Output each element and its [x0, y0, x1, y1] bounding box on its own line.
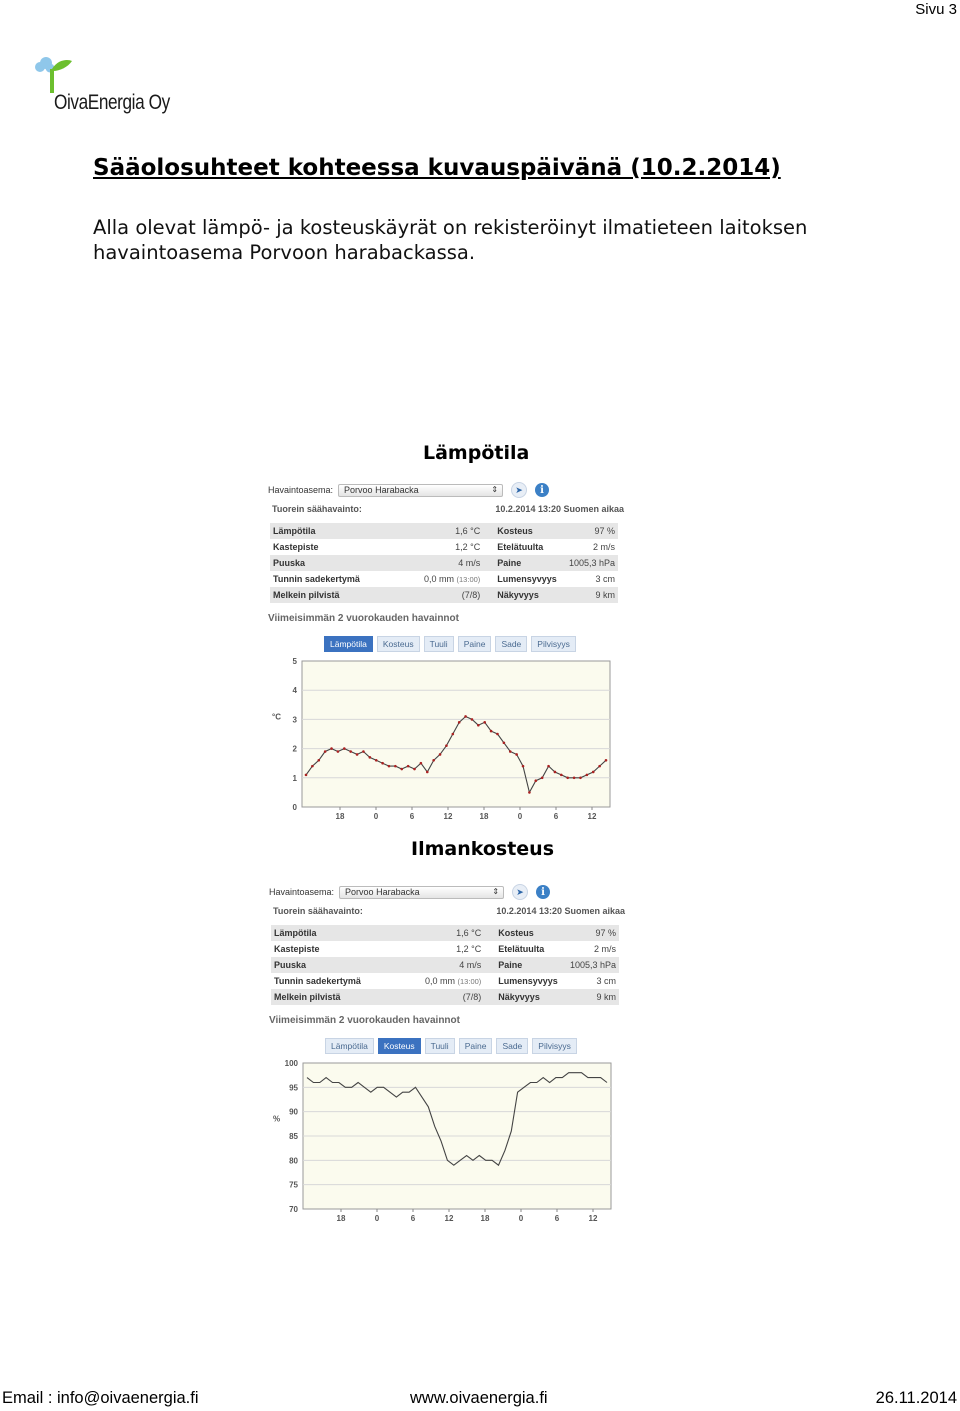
row-label-text: Kosteus: [498, 928, 534, 938]
row-label: [270, 555, 367, 571]
data-point: [413, 768, 416, 771]
row-label: [484, 925, 564, 941]
row-value-text: 0,0 mm: [423, 574, 454, 584]
select-arrows-icon: ⇕: [491, 484, 499, 494]
row-value-text: 9 km: [595, 590, 615, 600]
data-point: [324, 750, 327, 753]
row-label-text: Lumensyvyys: [498, 976, 558, 986]
row-label: [483, 539, 563, 555]
data-point: [420, 762, 423, 765]
temperature-caption: Lämpötila: [423, 442, 530, 464]
x-tick-label: 0: [373, 812, 379, 821]
data-point: [426, 771, 429, 774]
data-point: [598, 765, 601, 768]
data-point: [464, 715, 467, 718]
row-label: [483, 523, 563, 539]
row-value: [563, 539, 618, 555]
data-point: [566, 777, 569, 780]
latest-observation-header: [272, 504, 628, 518]
data-point: [592, 771, 595, 774]
page-number: Sivu 3: [915, 1, 957, 18]
row-value: [564, 957, 619, 973]
data-point: [349, 750, 352, 753]
tab-2[interactable]: Tuuli: [425, 1038, 455, 1054]
row-value-text: 9 km: [596, 992, 616, 1002]
row-value-text: 2 m/s: [592, 542, 615, 552]
data-point: [439, 753, 442, 756]
row-value: [563, 555, 618, 571]
tab-4[interactable]: Sade: [496, 1038, 528, 1054]
data-point: [605, 759, 608, 762]
y-tick-label: 5: [292, 657, 297, 666]
logo-text: OivaEnergia Oy: [54, 91, 170, 114]
y-tick-label: 0: [292, 803, 297, 812]
select-arrows-icon: ⇕: [492, 886, 500, 896]
station-selector-row: [269, 883, 550, 901]
row-label-text: Kosteus: [497, 526, 533, 536]
row-label-text: Näkyvyys: [497, 590, 539, 600]
station-select-value: Porvoo Harabacka: [344, 485, 419, 495]
latest-label: Tuorein säähavainto:: [272, 504, 362, 514]
data-point: [432, 759, 435, 762]
row-value-text: 3 cm: [596, 976, 616, 986]
observation-table: [270, 523, 618, 603]
row-value-text: 1,6 °C: [455, 526, 481, 536]
company-logo: [32, 55, 192, 125]
tab-1[interactable]: Kosteus: [377, 636, 420, 652]
y-tick-label: 95: [289, 1083, 298, 1093]
station-label: Havaintoasema:: [269, 887, 335, 897]
x-tick-label: 0: [374, 1214, 380, 1223]
row-label: [271, 989, 368, 1005]
y-tick-label: 75: [289, 1180, 298, 1190]
data-point: [330, 747, 333, 750]
station-selector-row: [268, 481, 549, 499]
period-label: Viimeisimmän 2 vuorokauden havainnot: [269, 1015, 460, 1026]
tab-5[interactable]: Pilvisyys: [531, 636, 576, 652]
row-label: [484, 941, 564, 957]
data-point: [317, 759, 320, 762]
table-row: [270, 539, 618, 555]
row-note: (13:00): [456, 575, 481, 584]
data-point: [305, 774, 308, 777]
row-label-text: Tunnin sadekertymä: [274, 976, 361, 986]
latest-time: 10.2.2014 13:20 Suomen aikaa: [496, 906, 625, 916]
latest-label: Tuorein säähavainto:: [273, 906, 363, 916]
x-tick-label: 0: [518, 1214, 524, 1223]
data-point: [503, 741, 506, 744]
table-row: [271, 989, 619, 1005]
y-tick-label: 70: [289, 1205, 298, 1214]
data-point: [490, 730, 493, 733]
row-value: [564, 989, 619, 1005]
x-tick-label: 6: [554, 1214, 560, 1223]
data-point: [515, 753, 518, 756]
x-tick-label: 12: [444, 1214, 454, 1223]
humidity-widget: [269, 883, 629, 1228]
tab-5[interactable]: Pilvisyys: [532, 1038, 577, 1054]
row-label: [483, 555, 563, 571]
table-row: [271, 941, 619, 957]
y-tick-label: 3: [292, 715, 297, 725]
data-point: [388, 765, 391, 768]
data-point: [579, 777, 582, 780]
tab-3[interactable]: Paine: [458, 636, 492, 652]
row-label: [270, 523, 367, 539]
row-label-text: Melkein pilvistä: [274, 992, 341, 1002]
table-row: [270, 587, 618, 603]
row-label-text: Lämpötila: [274, 928, 317, 938]
data-point: [528, 791, 531, 794]
data-point: [311, 765, 314, 768]
x-tick-label: 6: [553, 812, 559, 821]
y-tick-label: 100: [284, 1059, 298, 1068]
tab-1[interactable]: Kosteus: [378, 1038, 421, 1054]
row-value: [368, 941, 484, 957]
row-label-text: Tunnin sadekertymä: [273, 574, 360, 584]
data-point: [445, 744, 448, 747]
data-point: [483, 721, 486, 724]
row-label: [271, 973, 368, 989]
x-tick-label: 18: [479, 812, 489, 821]
row-value-text: 1005,3 hPa: [569, 960, 616, 970]
row-label-text: Puuska: [274, 960, 307, 970]
row-label: [270, 539, 367, 555]
row-value: [563, 587, 618, 603]
footer-website[interactable]: www.oivaenergia.fi: [410, 1389, 548, 1407]
tab-0[interactable]: Lämpötila: [324, 636, 373, 652]
y-tick-label: 4: [292, 686, 297, 696]
data-point: [522, 765, 525, 768]
info-icon[interactable]: i: [535, 483, 549, 497]
row-value-text: 1,2 °C: [456, 944, 482, 954]
chart-tabs: [325, 1038, 577, 1054]
station-select[interactable]: [339, 886, 504, 899]
data-point: [458, 721, 461, 724]
row-label: [483, 571, 563, 587]
data-point: [534, 779, 537, 782]
humidity-chart: [269, 1055, 629, 1228]
row-label-text: Lämpötila: [273, 526, 316, 536]
row-value-text: 1005,3 hPa: [568, 558, 615, 568]
table-row: [271, 973, 619, 989]
row-label: [484, 957, 564, 973]
data-point: [477, 724, 480, 727]
data-point: [586, 774, 589, 777]
page-heading: Sääolosuhteet kohteessa kuvauspäivänä (10.2.2014): [93, 155, 781, 181]
y-tick-label: 85: [289, 1132, 298, 1141]
row-label-text: Näkyvyys: [498, 992, 540, 1002]
data-point: [509, 750, 512, 753]
data-point: [375, 759, 378, 762]
x-tick-label: 12: [587, 812, 597, 821]
row-value-text: (7/8): [461, 590, 481, 600]
data-point: [407, 765, 410, 768]
table-row: [270, 571, 618, 587]
row-value: [367, 571, 483, 587]
tab-0[interactable]: Lämpötila: [325, 1038, 374, 1054]
row-label-text: Kastepiste: [274, 944, 320, 954]
plot-area: [302, 661, 610, 807]
intro-paragraph: Alla olevat lämpö- ja kosteuskäyrät on rekisteröinyt ilmatieteen laitoksen havaintoasema Porvoon harabackassa.: [93, 216, 808, 264]
row-value: [563, 523, 618, 539]
row-value: [368, 973, 484, 989]
observation-table: [271, 925, 619, 1005]
footer-email: Email : info@oivaenergia.fi: [2, 1389, 199, 1407]
tab-4[interactable]: Sade: [495, 636, 527, 652]
row-label: [484, 989, 564, 1005]
humidity-caption: Ilmankosteus: [411, 838, 555, 860]
tab-3[interactable]: Paine: [459, 1038, 493, 1054]
station-select-value: Porvoo Harabacka: [345, 887, 420, 897]
table-row: [271, 925, 619, 941]
data-point: [547, 765, 550, 768]
row-value: [563, 571, 618, 587]
row-label: [271, 925, 368, 941]
row-label: [271, 957, 368, 973]
row-value-text: 97 %: [595, 928, 616, 938]
data-point: [452, 733, 455, 736]
row-label: [270, 587, 367, 603]
row-label: [270, 571, 367, 587]
data-point: [356, 753, 359, 756]
y-tick-label: 1: [292, 773, 297, 783]
row-value: [564, 925, 619, 941]
tab-2[interactable]: Tuuli: [424, 636, 454, 652]
x-tick-label: 18: [335, 812, 345, 821]
data-point: [560, 774, 563, 777]
row-value: [367, 539, 483, 555]
row-value: [368, 957, 484, 973]
row-label-text: Lumensyvyys: [497, 574, 557, 584]
data-point: [343, 747, 346, 750]
data-point: [362, 750, 365, 753]
row-value: [368, 925, 484, 941]
chart-tabs: [324, 636, 576, 652]
row-value-text: 1,2 °C: [455, 542, 481, 552]
temperature-widget: [268, 481, 628, 826]
data-point: [554, 771, 557, 774]
table-row: [271, 957, 619, 973]
footer-date: 26.11.2014: [875, 1389, 957, 1407]
row-label-text: Kastepiste: [273, 542, 319, 552]
latest-observation-header: [273, 906, 629, 920]
data-point: [541, 777, 544, 780]
x-tick-label: 6: [409, 812, 415, 821]
x-tick-label: 12: [443, 812, 453, 821]
y-tick-label: 80: [289, 1156, 298, 1166]
y-tick-label: 2: [292, 744, 297, 754]
row-value: [368, 989, 484, 1005]
logo-sprout-icon: [32, 55, 82, 95]
row-value-text: 0,0 mm: [424, 976, 455, 986]
data-point: [573, 777, 576, 780]
row-value-text: 4 m/s: [458, 558, 481, 568]
table-row: [270, 555, 618, 571]
go-arrow-icon[interactable]: ➤: [511, 482, 527, 498]
row-label-text: Paine: [498, 960, 523, 970]
row-label-text: Paine: [497, 558, 522, 568]
row-value-text: (7/8): [462, 992, 482, 1002]
x-tick-label: 6: [410, 1214, 416, 1223]
row-label-text: Etelätuulta: [498, 944, 545, 954]
row-label-text: Melkein pilvistä: [273, 590, 340, 600]
table-row: [270, 523, 618, 539]
go-arrow-icon[interactable]: ➤: [512, 884, 528, 900]
y-axis-unit: °C: [272, 712, 281, 722]
row-value-text: 3 cm: [595, 574, 615, 584]
row-value: [564, 941, 619, 957]
data-point: [400, 768, 403, 771]
row-value: [367, 587, 483, 603]
row-value: [564, 973, 619, 989]
row-value: [367, 555, 483, 571]
y-tick-label: 90: [289, 1107, 298, 1117]
row-label: [484, 973, 564, 989]
row-value-text: 2 m/s: [593, 944, 616, 954]
x-tick-label: 18: [336, 1214, 346, 1223]
row-label-text: Etelätuulta: [497, 542, 544, 552]
x-tick-label: 0: [517, 812, 523, 821]
info-icon[interactable]: i: [536, 885, 550, 899]
row-value: [367, 523, 483, 539]
x-tick-label: 18: [480, 1214, 490, 1223]
data-point: [471, 718, 474, 721]
data-point: [337, 750, 340, 753]
data-point: [394, 765, 397, 768]
row-note: (13:00): [457, 977, 482, 986]
row-value-text: 4 m/s: [459, 960, 482, 970]
station-label: Havaintoasema:: [268, 485, 334, 495]
period-label: Viimeisimmän 2 vuorokauden havainnot: [268, 613, 459, 624]
latest-time: 10.2.2014 13:20 Suomen aikaa: [495, 504, 624, 514]
data-point: [381, 762, 384, 765]
x-tick-label: 12: [588, 1214, 598, 1223]
station-select[interactable]: [338, 484, 503, 497]
y-axis-unit: %: [273, 1114, 281, 1124]
row-label: [483, 587, 563, 603]
row-value-text: 1,6 °C: [456, 928, 482, 938]
row-label-text: Puuska: [273, 558, 306, 568]
temperature-chart: [268, 653, 628, 826]
data-point: [369, 756, 372, 759]
data-point: [496, 733, 499, 736]
row-label: [271, 941, 368, 957]
row-value-text: 97 %: [594, 526, 615, 536]
